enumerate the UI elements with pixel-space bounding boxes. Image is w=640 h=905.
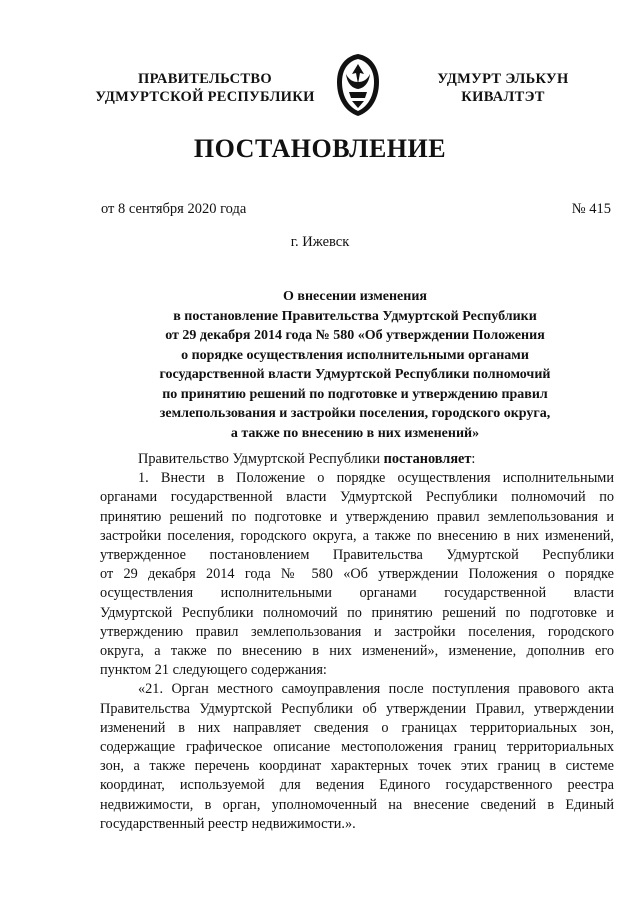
item-1-paragraph bbox=[100, 469, 614, 680]
header-right-line2: КИВАЛТЭТ bbox=[461, 89, 545, 105]
paragraph-line: Правительства Удмуртской Республики об утверждении Правил, утверждении bbox=[100, 700, 614, 717]
intro-decree-word: постановляет bbox=[383, 451, 472, 467]
subject-line: государственной власти Удмуртской Республики полномочий bbox=[159, 367, 551, 382]
paragraph-line: органами государственной власти Удмуртской Республики полномочий по bbox=[100, 489, 614, 506]
paragraph-line: зон, а также перечень координат характерных точек этих границ в системе bbox=[100, 758, 614, 775]
document-number: № 415 bbox=[571, 201, 611, 217]
paragraph-line: недвижимости, в орган, уполномоченный на внесение сведений в Единый bbox=[100, 796, 614, 813]
paragraph-line: «21. Орган местного самоуправления после поступления правового акта bbox=[138, 681, 614, 698]
paragraph-line: утвержденное постановлением Правительства Удмуртской Республики bbox=[100, 547, 614, 564]
paragraph-line: пунктом 21 следующего содержания: bbox=[100, 662, 327, 679]
subject-line: по принятию решений по подготовке и утверждению правил bbox=[162, 386, 548, 402]
paragraph-line: от 29 декабря 2014 года № 580 «Об утверждении Положения о порядке bbox=[100, 566, 614, 583]
coat-of-arms-icon bbox=[334, 52, 382, 118]
header-left-line1: ПРАВИТЕЛЬСТВО bbox=[138, 71, 272, 87]
header-russian bbox=[80, 70, 330, 106]
document-body bbox=[100, 450, 614, 834]
subject-line: в постановление Правительства Удмуртской Республики bbox=[173, 308, 537, 324]
document-subject bbox=[100, 287, 610, 443]
subject-line: О внесении изменения bbox=[283, 289, 427, 304]
subject-line: о порядке осуществления исполнительными органами bbox=[181, 347, 529, 363]
intro-colon: : bbox=[471, 451, 476, 467]
paragraph-line: государственный реестр недвижимости.». bbox=[100, 815, 356, 832]
item-21-paragraph bbox=[100, 680, 614, 834]
header-udmurt bbox=[418, 70, 588, 106]
paragraph-line: Удмуртской Республики полномочий по принятию решений по подготовке и bbox=[100, 604, 614, 621]
paragraph-line: содержащие графическое описание местоположения границ территориальных bbox=[100, 739, 614, 756]
document-title: ПОСТАНОВЛЕНИЕ bbox=[193, 134, 447, 163]
paragraph-line: осуществления исполнительными органами государственной власти bbox=[100, 585, 614, 602]
paragraph-line: округа, а также по внесению в них изменений», изменение, дополнив его bbox=[100, 643, 614, 660]
document-city: г. Ижевск bbox=[290, 234, 350, 250]
subject-line: от 29 декабря 2014 года № 580 «Об утверждении Положения bbox=[165, 328, 545, 343]
intro-paragraph bbox=[100, 450, 614, 469]
intro-text: Правительство Удмуртской Республики bbox=[138, 451, 384, 467]
header-left-line2: УДМУРТСКОЙ РЕСПУБЛИКИ bbox=[95, 89, 315, 105]
document-date: от 8 сентября 2020 года bbox=[101, 201, 247, 217]
paragraph-line: застройки поселения, городского округа, а также по внесению в них изменений, bbox=[100, 527, 614, 544]
subject-line: а также по внесению в них изменений» bbox=[230, 425, 480, 441]
header-right-line1: УДМУРТ ЭЛЬКУН bbox=[437, 71, 569, 87]
paragraph-line: утверждению правил землепользования и застройки поселения, городского bbox=[100, 623, 614, 640]
paragraph-line: принятию решений по подготовке и утверждению правил землепользования и bbox=[100, 508, 614, 525]
subject-line: землепользования и застройки поселения, городского округа, bbox=[159, 406, 551, 421]
paragraph-line: координат, используемой для ведения Единого государственного реестра bbox=[100, 777, 614, 794]
paragraph-line: 1. Внести в Положение о порядке осуществления исполнительными bbox=[138, 470, 614, 487]
paragraph-line: изменений в них направляет сведения о границах территориальных зон, bbox=[100, 719, 614, 736]
